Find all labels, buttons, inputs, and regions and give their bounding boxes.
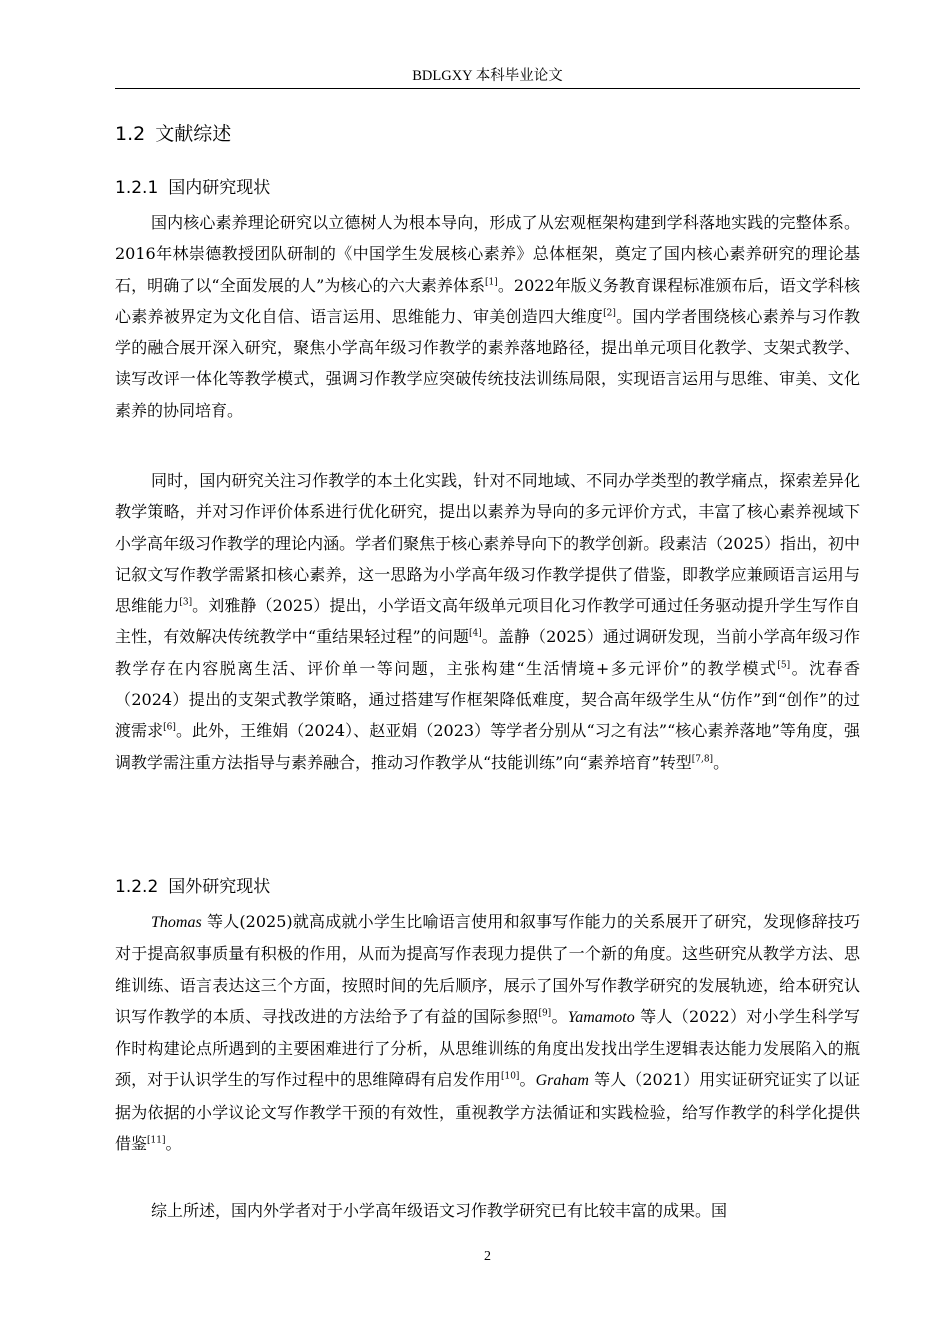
- subsection-heading-domestic: [115, 173, 270, 198]
- citation: [2]: [603, 308, 616, 319]
- citation: [3]: [179, 597, 193, 608]
- page-number: 2: [484, 1249, 491, 1264]
- citation: [4]: [468, 629, 482, 640]
- text-run: 。2022年版义务教育课程标准颁布后，语文学科核心素养被界定为文化自信、语言运用、思维能力、审美创造四大维度: [115, 275, 860, 326]
- section-number: 1.2: [115, 123, 146, 145]
- author-name: Graham: [535, 1072, 589, 1090]
- text-run: 等人(2025)就高成就小学生比喻语言使用和叙事写作能力的关系展开了研究，发现修辞技巧对于提高叙事质量有积极的作用，从而为提高写作表现力提供了一个新的角度。这些研究从教学方法、思维训练、语言表达这三个方面，按照时间的先后顺序，展示了国外写作教学研究的发展轨迹，给本研究认识写作教学的本质、寻找改进的方法给予了有益的国际参照: [115, 912, 860, 1026]
- text-run: 等人（2021）用实证研究证实了以证据为依据的小学议论文写作教学干预的有效性，重视教学方法循证和实践检验，给写作教学的科学化提供借鉴: [115, 1070, 860, 1154]
- text-run: 。沈春香（2024）提出的支架式教学策略，通过搭建写作框架降低难度，契合高年级学生从“仿作”到“创作”的过渡需求: [115, 658, 860, 741]
- author-name: Thomas: [151, 914, 202, 931]
- subsection-title: 国外研究现状: [168, 877, 271, 897]
- text-run: 。国内学者围绕核心素养与习作教学的融合展开深入研究，聚焦小学高年级习作教学的素养落地路径，提出单元项目化教学、支架式教学、读写改评一体化等教学模式，强调习作教学应突破传统技法训练局限，实现语言运用与思维、审美、文化素养的协同培育。: [115, 306, 860, 420]
- paragraph-foreign-research: [115, 906, 860, 1159]
- header-divider: [115, 88, 860, 89]
- paragraph-summary: [115, 1195, 860, 1226]
- text-run: 。此外，王维娟（2024）、赵亚娟（2023）等学者分别从“习之有法”“核心素养落地”等角度，强调教学需注重方法指导与素养融合，推动习作教学从“技能训练”向“素养培育”转型: [115, 721, 860, 772]
- subsection-heading-foreign: [115, 872, 270, 897]
- citation: [5]: [777, 660, 791, 671]
- subsection-number: 1.2.1: [115, 178, 159, 198]
- text-run: 。: [165, 1134, 182, 1154]
- text-run: 国内核心素养理论研究以立德树人为根本导向，形成了从宏观框架构建到学科落地实践的完整体系。2016年林崇德教授团队研制的《中国学生发展核心素养》总体框架，奠定了国内核心素养研究的理论基石，明确了以“全面发展的人”为核心的六大素养体系: [115, 213, 860, 295]
- subsection-number: 1.2.2: [115, 877, 159, 897]
- running-header: BDLGXY 本科毕业论文: [412, 68, 563, 84]
- citation: [6]: [163, 723, 176, 734]
- text-run: 同时，国内研究关注习作教学的本土化实践，针对不同地域、不同办学类型的教学痛点，探索差异化教学策略，并对习作评价体系进行优化研究，提出以素养为导向的多元评价方式，丰富了核心素养视域下小学高年级习作教学的理论内涵。学者们聚焦于核心素养导向下的教学创新。段素洁（2025）指出，初中记叙文写作教学需紧扣核心素养，这一思路为小学高年级习作教学提供了借鉴，即教学应兼顾语言运用与思维能力: [115, 471, 860, 616]
- citation: [9]: [538, 1008, 552, 1019]
- text-run: 综上所述，国内外学者对于小学高年级语文习作教学研究已有比较丰富的成果。国: [151, 1201, 728, 1220]
- subsection-title: 国内研究现状: [168, 178, 271, 198]
- text-run: 。: [713, 752, 730, 772]
- text-run: 。: [519, 1070, 536, 1090]
- citation: [11]: [147, 1135, 166, 1146]
- text-run: 。盖静（2025）通过调研发现，当前小学高年级习作教学存在内容脱离生活、评价单一等问题，主张构建“生活情境+多元评价”的教学模式: [115, 627, 860, 678]
- paragraph-domestic-practice: [115, 465, 860, 778]
- text-run: 。: [551, 1006, 568, 1026]
- section-heading: [115, 119, 231, 146]
- text-run: 。刘雅静（2025）提出，小学语文高年级单元项目化习作教学可通过任务驱动提升学生写作自主性，有效解决传统教学中“重结果轻过程”的问题: [115, 596, 860, 647]
- text-run: 等人（2022）对小学生科学写作时构建论点所遇到的主要困难进行了分析，从思维训练的角度出发找出学生逻辑表达能力发展陷入的瓶颈，对于认识学生的写作过程中的思维障碍有启发作用: [115, 1006, 860, 1090]
- citation: [7,8]: [691, 754, 714, 765]
- paragraph-domestic-theory: [115, 207, 860, 426]
- author-name: Yamamoto: [567, 1008, 635, 1026]
- citation: [1]: [485, 277, 498, 288]
- citation: [10]: [500, 1072, 520, 1083]
- section-title: 文献综述: [155, 123, 232, 145]
